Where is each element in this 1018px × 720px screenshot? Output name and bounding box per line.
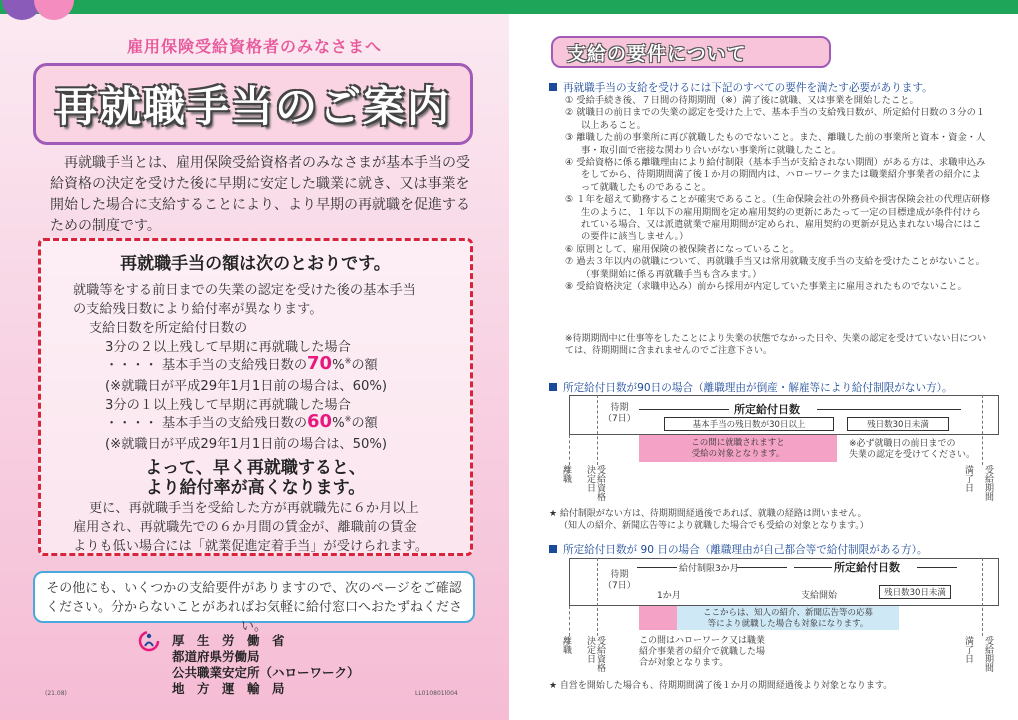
amount-line: よりも低い場合には「就業促進定着手当」が受けられます。 xyxy=(73,539,429,554)
remain-under-box: 残日数30日未満 xyxy=(847,417,949,431)
arrow-line xyxy=(817,409,961,410)
timeline-label: 受給資格決定日 xyxy=(585,636,605,672)
remain-under-box: 残日数30日未満 xyxy=(879,585,951,599)
rate-suffix: の額 xyxy=(351,416,378,431)
square-bullet-icon xyxy=(549,383,557,391)
arrow-line xyxy=(794,567,832,568)
conditions-list xyxy=(565,95,990,294)
amount-line: の支給残日数により給付率が異なります。 xyxy=(73,302,323,317)
org-name: 厚 生 労 働 省 xyxy=(172,633,285,648)
arrow-line xyxy=(737,567,787,568)
open-period: ここからは、知人の紹介、新聞広告等の応募 等により就職した場合も対象になります。 xyxy=(677,606,899,630)
top-green-bar xyxy=(0,0,509,14)
condition-item: ⑧ 受給資格決定（求職申込み）前から採用が内定していた事業主に雇用されたものでないこと。 xyxy=(565,281,967,293)
organizations xyxy=(172,633,360,697)
arrow-line xyxy=(917,567,957,568)
condition-item: ③ 離職した前の事業所に再び就職したものでないこと。また、離職した前の事業所と資本・資金・人事・取引面で密接な関わり合いがない事業所に就職したこと。 xyxy=(565,132,986,156)
rate-70: 70 xyxy=(307,353,333,374)
emphasis-line: より給付率が高くなります。 xyxy=(145,478,366,498)
timeline-label: 満了日 xyxy=(963,636,973,663)
condition-item: ⑦ 過去３年以内の就職について、再就職手当又は常用就職支度手当の支給を受けたことがないこと。（事業開始に係る再就職手当も含みます。） xyxy=(565,256,985,280)
tick xyxy=(569,435,570,465)
agency-only-period xyxy=(639,606,677,630)
rate-prefix: ・・・・ 基本手当の支給残日数の xyxy=(105,358,308,373)
section-heading-text: 所定給付日数が90日の場合（離職理由が倒産・解雇等により給付制限がない方）。 xyxy=(563,382,953,394)
eligible-period: この間に就職されますと 受給の対象となります。 xyxy=(639,435,837,462)
rate-sup: ※ xyxy=(344,414,352,424)
org-name: 都道府県労働局 xyxy=(172,649,260,664)
doc-code-right: LL010801l004 xyxy=(415,690,458,697)
intro-text: 再就職手当とは、雇用保険受給資格者のみなさまが基本手当の受給資格の決定を受けた後に早期に安定した職業に就き、又は事業を開始した場合に支給することにより、より早期の再就職を促進するための制度です。 xyxy=(50,155,470,234)
rate-prefix: ・・・・ 基本手当の支給残日数の xyxy=(105,416,308,431)
tick xyxy=(597,558,598,636)
emphasis-line: よって、早く再就職すると、 xyxy=(145,458,366,478)
rate-suffix: の額 xyxy=(351,358,378,373)
tick xyxy=(569,606,570,636)
star-note: ★ 給付制限がない方は、待期期間経過後であれば、就職の経路は問いません。 xyxy=(549,509,867,519)
agency-note: この間はハローワーク又は職業 紹介事業者の紹介で就職した場 合が対象となります。 xyxy=(639,636,766,668)
org-name: 公共職業安定所（ハローワーク） xyxy=(172,665,360,680)
square-bullet-icon xyxy=(549,545,557,553)
amount-box xyxy=(38,238,473,556)
pink-dot xyxy=(34,0,74,20)
condition-item: ② 就職日の前日までの失業の認定を受けた上で、基本手当の支給残日数が、所定給付日数の３分の１以上あること。 xyxy=(565,107,986,131)
condition-item: ① 受給手続き後、７日間の待期期間（※）満了後に就職、又は事業を開始したこと。 xyxy=(565,95,919,106)
timeline-label: 離職 xyxy=(561,636,571,654)
info-box: その他にも、いくつかの支給要件がありますので、次のページをご確認ください。分からないことがあればお気軽に給付窓口へおたずねください。 xyxy=(33,571,475,623)
requirements-title-box xyxy=(551,36,831,68)
star-note: ★ 自営を開始した場合も、待期期間満了後１か月の期間経過後より対象となります。 xyxy=(549,681,893,691)
remain-box: 基本手当の残日数が30日以上 xyxy=(664,417,834,431)
square-bullet-icon xyxy=(549,83,557,91)
condition-item: ④ 受給資格に係る離職理由により給付制限（基本手当が支給されない期間）がある方は、求職申込みをしてから、待期期間満了後１か月の期間内は、ハローワークまたは職業紹介事業者の紹介によって就職したものであること。 xyxy=(565,157,986,193)
amount-line: 支給日数を所定給付日数の xyxy=(89,321,248,336)
org-name: 地 方 運 輸 局 xyxy=(172,681,285,696)
doc-code-left: (21.08) xyxy=(45,690,67,697)
rate-sup: ※ xyxy=(344,356,352,366)
arrow-line xyxy=(639,409,729,410)
rate-line-60 xyxy=(105,411,378,432)
certification-note: ※必ず就職日の前日までの 失業の認定を受けてください。 xyxy=(849,439,976,460)
waiting-label: 待期 （7日） xyxy=(603,403,636,424)
timeline-label: 満了日 xyxy=(963,465,973,492)
top-green-bar xyxy=(509,0,1018,14)
rate-percent: % xyxy=(332,358,345,373)
requirements-title: 支給の要件について xyxy=(567,42,747,65)
rate-60: 60 xyxy=(307,411,333,432)
ministry-logo-icon xyxy=(138,630,160,652)
page-title: 再就職手当のご案内 xyxy=(54,82,451,131)
section-heading xyxy=(549,80,933,95)
timeline-label: 受給期間 xyxy=(983,465,993,501)
benefit-days-label: 所定給付日数 xyxy=(734,403,800,416)
timeline-label: 受給資格決定日 xyxy=(585,465,605,501)
right-page xyxy=(509,0,1018,720)
rate-percent: % xyxy=(332,416,345,431)
restriction-label: 給付制限3か月 xyxy=(679,564,739,574)
diagram-no-restriction xyxy=(549,395,999,505)
amount-line: 就職等をする前日までの失業の認定を受けた後の基本手当 xyxy=(73,283,416,298)
rate-line-70 xyxy=(105,353,378,374)
one-month-label: 1か月 xyxy=(657,591,681,601)
timeline-label: 受給期間 xyxy=(983,636,993,672)
amount-line: (※就職日が平成29年1月1日前の場合は、60%) xyxy=(105,379,388,394)
section-heading-text: 所定給付日数が 90 日の場合（離職理由が自己都合等で給付制限がある方）。 xyxy=(563,544,928,556)
benefit-days-label: 所定給付日数 xyxy=(834,561,900,574)
footnote: ※待期期間中に仕事等をしたことにより失業の状態でなかった日や、失業の認定を受けていない日については、待期期間に含まれませんのでご注意下さい。 xyxy=(565,334,987,356)
waiting-label: 待期 （7日） xyxy=(603,570,636,591)
amount-line: (※就職日が平成29年1月1日前の場合は、50%) xyxy=(105,437,388,452)
condition-item: ⑤ １年を超えて勤務することが確実であること。（生命保険会社の外務員や損害保険会社の代理店研修生のように、１年以下の雇用期間を定め雇用契約の更新にあたって一定の目標達成が条件付けられている場合、又は派遣就業で雇用期間が定められ、雇用契約の更新が見込まれない場合にはこの要件に該当しません。） xyxy=(565,194,990,243)
timeline-label: 離職 xyxy=(561,465,571,483)
section-heading xyxy=(549,542,928,557)
amount-line: 更に、再就職手当を受給した方が再就職先に６か月以上 xyxy=(89,501,419,516)
title-box xyxy=(33,63,473,145)
diagram-with-restriction xyxy=(549,558,999,676)
tick xyxy=(982,558,983,636)
arrow-line xyxy=(637,567,677,568)
tick xyxy=(597,395,598,465)
amount-line: 3分の１以上残して早期に再就職した場合 xyxy=(105,398,351,413)
section-heading xyxy=(549,380,953,395)
amount-heading: 再就職手当の額は次のとおりです。 xyxy=(120,254,391,274)
subtitle: 雇用保険受給資格者のみなさまへ xyxy=(126,37,382,56)
tick xyxy=(982,395,983,465)
payment-start-label: 支給開始 xyxy=(801,591,838,601)
condition-item: ⑥ 原則として、雇用保険の被保険者になっていること。 xyxy=(565,243,800,255)
amount-line: 雇用され、再就職先での６か月間の賃金が、離職前の賃金 xyxy=(73,520,417,535)
amount-line: 3分の２以上残して早期に再就職した場合 xyxy=(105,340,351,355)
star-note: （知人の紹介、新聞広告等により就職した場合でも受給の対象となります。） xyxy=(559,521,869,531)
section-heading-text: 再就職手当の支給を受けるには下記のすべての要件を満たす必要があります。 xyxy=(563,82,933,94)
